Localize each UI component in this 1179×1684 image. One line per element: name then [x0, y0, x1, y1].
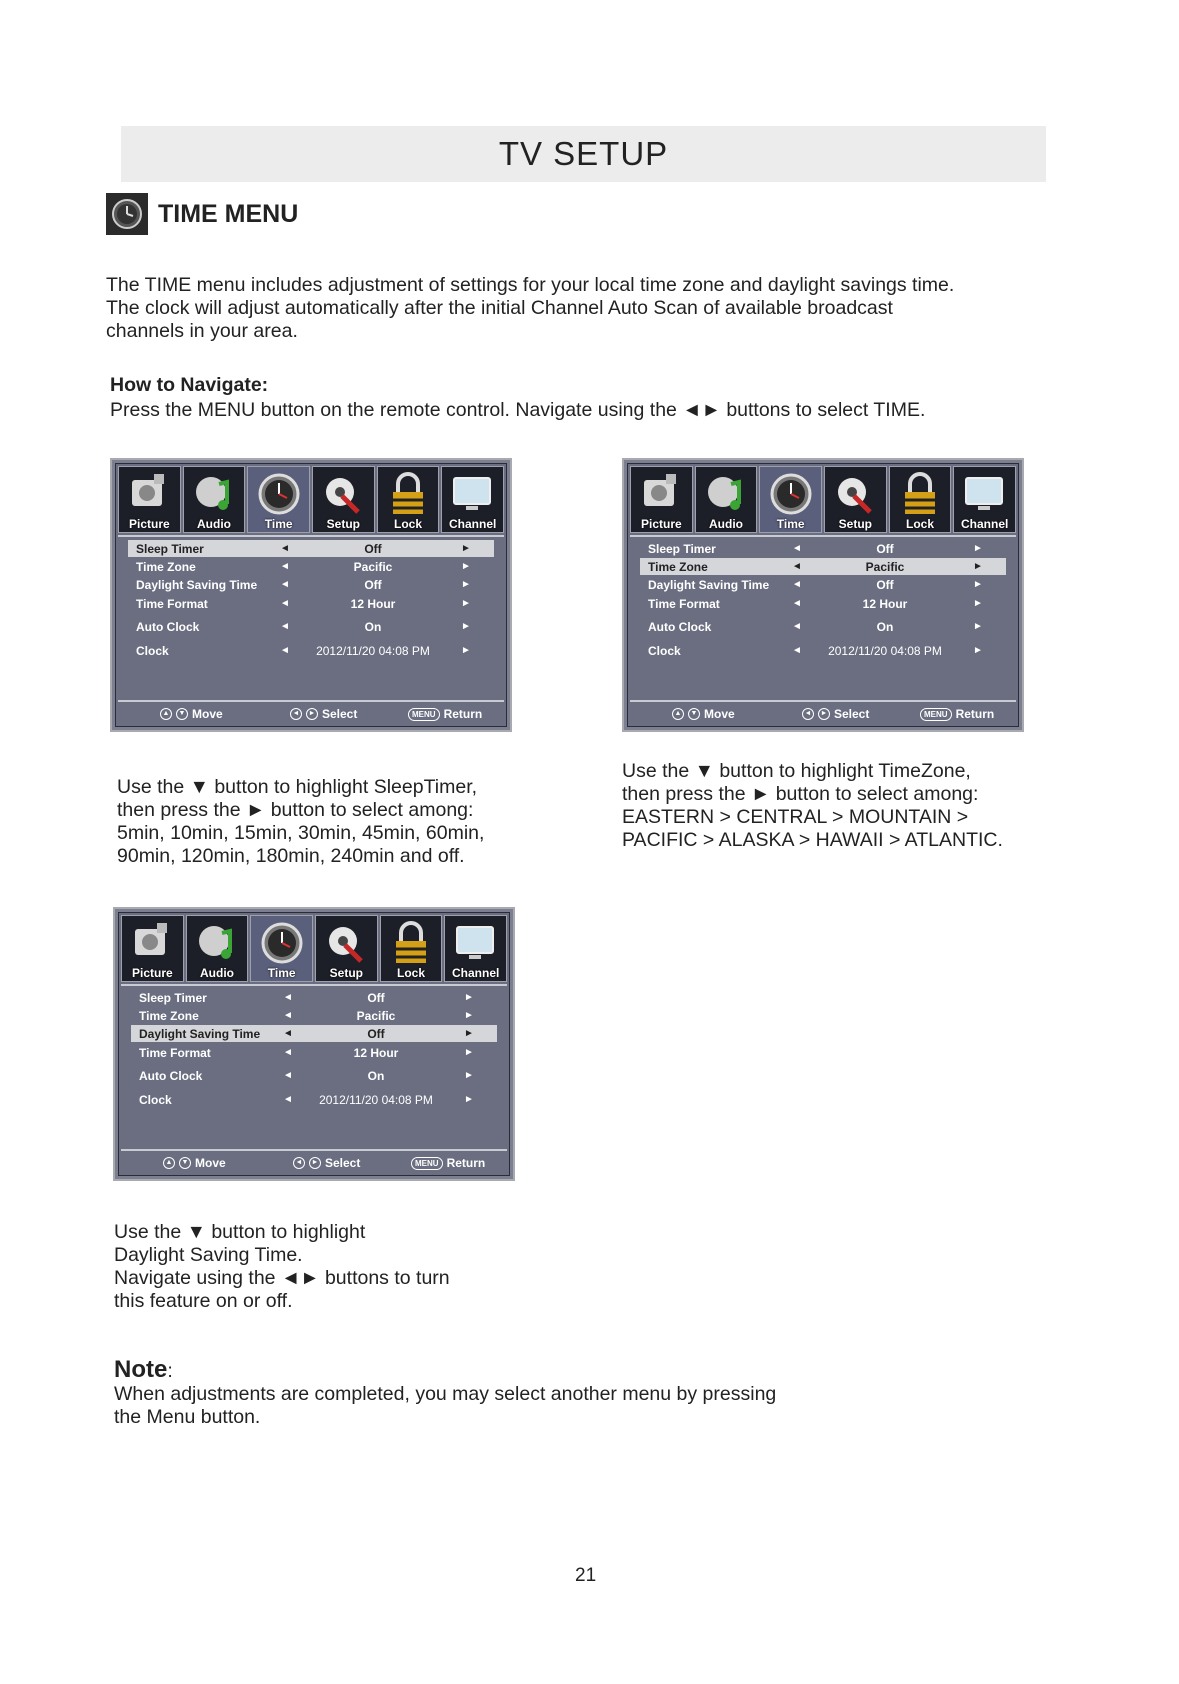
caption-sleep-timer [117, 776, 577, 868]
tv-row-label: Auto Clock [648, 619, 712, 634]
left-arrow-icon: ◄ [283, 992, 293, 1003]
right-arrow-icon: ► [464, 1070, 474, 1081]
tv-row-value: Pacific [356, 1008, 396, 1023]
tv-divider [118, 535, 504, 537]
tv-row-label: Daylight Saving Time [648, 577, 770, 592]
tv-row-value: Off [367, 1026, 385, 1041]
tv-row-label: Clock [136, 643, 169, 658]
right-arrow-icon: ► [461, 561, 471, 572]
caption-line: Use the ▼ button to highlight SleepTimer, [117, 776, 478, 798]
left-arrow-icon: ◄ [283, 1010, 293, 1021]
tv-tab-label: Time [264, 517, 293, 531]
tv-tab-label: Setup [326, 517, 361, 531]
tv-row-label: Sleep Timer [648, 541, 716, 556]
tv-row-value: Off [876, 541, 894, 556]
caption-line: Use the ▼ button to highlight TimeZone, [622, 760, 971, 782]
tv-tab-time [247, 466, 310, 533]
navigate-block [110, 374, 1110, 422]
tv-menu-row-sleep-timer [640, 540, 1006, 557]
tv-footer-divider [630, 700, 1016, 702]
tv-row-label: Sleep Timer [136, 541, 204, 556]
left-arrow-icon: ◄ [283, 1094, 293, 1105]
caption-time-zone [622, 760, 1102, 852]
tv-tab-audio [695, 466, 758, 533]
tv-row-value: Pacific [353, 559, 393, 574]
tv-row-label: Clock [648, 643, 681, 658]
tv-menu-tab-bar [118, 466, 504, 533]
tv-tab-lock [889, 466, 952, 533]
tv-tab-label: Lock [906, 517, 935, 531]
down-arrow-icon: ▼ [688, 708, 700, 720]
caption-line: Daylight Saving Time. [114, 1244, 303, 1266]
tv-menu-tab-bar [630, 466, 1016, 533]
caption-line: EASTERN > CENTRAL > MOUNTAIN > [622, 806, 969, 828]
right-arrow-icon: ► [973, 543, 983, 554]
left-arrow-icon: ◄ [280, 561, 290, 572]
right-arrow-icon: ► [464, 992, 474, 1003]
tv-menu-row-daylight-saving-time [128, 576, 494, 593]
tv-tab-channel [953, 466, 1016, 533]
caption-line: Navigate using the ◄► buttons to turn [114, 1267, 450, 1289]
right-arrow-icon: ► [973, 561, 983, 572]
tv-row-label: Time Format [136, 596, 208, 611]
caption-line: then press the ► button to select among: [622, 783, 979, 805]
tv-row-value: 2012/11/20 04:08 PM [319, 1092, 433, 1107]
footer-return [411, 1156, 485, 1170]
tv-row-label: Time Zone [139, 1008, 199, 1023]
tv-menu-tab-bar [121, 915, 507, 982]
down-arrow-icon: ▼ [176, 708, 188, 720]
left-arrow-icon: ◄ [280, 579, 290, 590]
right-arrow-icon: ► [461, 543, 471, 554]
tv-tab-setup [315, 915, 378, 982]
footer-return-label: Return [955, 707, 995, 721]
tv-row-value: 12 Hour [353, 1045, 399, 1060]
caption-line: Use the ▼ button to highlight [114, 1221, 366, 1243]
tv-divider [121, 984, 507, 986]
tv-tab-label: Setup [329, 966, 364, 980]
tv-tab-label: Channel [452, 966, 500, 980]
menu-key-icon: MENU [920, 708, 952, 721]
left-arrow-icon: ◄ [792, 561, 802, 572]
tv-tab-time [250, 915, 313, 982]
tv-row-value: 2012/11/20 04:08 PM [316, 643, 430, 658]
tv-menu-screenshot-sleep-timer [110, 458, 512, 732]
tv-menu-row-time-format [128, 595, 494, 612]
tv-tab-label: Audio [197, 517, 231, 531]
tv-menu-footer [121, 1153, 507, 1173]
up-arrow-icon: ▲ [163, 1157, 175, 1169]
tv-footer-divider [118, 700, 504, 702]
tv-row-label: Daylight Saving Time [136, 577, 258, 592]
menu-key-icon: MENU [411, 1157, 443, 1170]
right-arrow-icon: ► [464, 1094, 474, 1105]
intro-line: The TIME menu includes adjustment of settings for your local time zone and daylight savings time. [106, 274, 955, 296]
section-title: TIME MENU [158, 200, 299, 228]
right-arrow-circle-icon: ► [818, 708, 830, 720]
left-arrow-icon: ◄ [792, 645, 802, 656]
tv-tab-picture [121, 915, 184, 982]
left-arrow-icon: ◄ [283, 1047, 293, 1058]
tv-tab-label: Setup [838, 517, 873, 531]
tv-tab-label: Channel [449, 517, 497, 531]
tv-menu-row-time-zone [128, 558, 494, 575]
note-colon: : [167, 1360, 173, 1382]
caption-line: 5min, 10min, 15min, 30min, 45min, 60min, [117, 822, 485, 844]
tv-menu-row-auto-clock [640, 618, 1006, 635]
note-line: When adjustments are completed, you may select another menu by pressing [114, 1383, 777, 1405]
down-arrow-icon: ▼ [179, 1157, 191, 1169]
tv-tab-label: Picture [128, 517, 170, 531]
page-number: 21 [575, 1565, 597, 1586]
left-arrow-icon: ◄ [792, 543, 802, 554]
footer-move [160, 707, 223, 721]
caption-line: 90min, 120min, 180min, 240min and off. [117, 845, 465, 867]
tv-tab-label: Time [776, 517, 805, 531]
tv-tab-channel [444, 915, 507, 982]
intro-paragraph [106, 274, 1106, 343]
tv-menu-screenshot-time-zone [622, 458, 1024, 732]
tv-menu-row-time-format [131, 1044, 497, 1061]
tv-tab-time [759, 466, 822, 533]
tv-menu-footer [630, 704, 1016, 724]
left-arrow-icon: ◄ [792, 579, 802, 590]
tv-divider [630, 535, 1016, 537]
left-arrow-icon: ◄ [283, 1028, 293, 1039]
tv-row-value: Pacific [865, 559, 905, 574]
caption-line: then press the ► button to select among: [117, 799, 474, 821]
tv-tab-lock [377, 466, 440, 533]
tv-footer-divider [121, 1149, 507, 1151]
left-arrow-icon: ◄ [792, 598, 802, 609]
footer-select-label: Select [834, 707, 870, 721]
right-arrow-icon: ► [973, 645, 983, 656]
tv-tab-lock [380, 915, 443, 982]
footer-move [163, 1156, 226, 1170]
tv-menu-screenshot-daylight-saving [113, 907, 515, 1181]
left-arrow-icon: ◄ [280, 543, 290, 554]
right-arrow-circle-icon: ► [309, 1157, 321, 1169]
intro-line: channels in your area. [106, 320, 298, 342]
tv-tab-channel [441, 466, 504, 533]
tv-menu-row-time-zone [131, 1007, 497, 1024]
tv-tab-setup [824, 466, 887, 533]
tv-tab-picture [118, 466, 181, 533]
tv-menu-row-auto-clock [128, 618, 494, 635]
tv-row-label: Time Format [648, 596, 720, 611]
right-arrow-icon: ► [461, 645, 471, 656]
footer-return-label: Return [443, 707, 483, 721]
tv-row-value: 12 Hour [350, 596, 396, 611]
tv-row-label: Time Zone [648, 559, 708, 574]
footer-move-label: Move [192, 707, 223, 721]
right-arrow-icon: ► [973, 579, 983, 590]
footer-return [920, 707, 994, 721]
footer-select [290, 707, 357, 721]
footer-select [802, 707, 869, 721]
tv-row-value: On [876, 619, 894, 634]
caption-line: this feature on or off. [114, 1290, 293, 1312]
right-arrow-icon: ► [461, 598, 471, 609]
tv-menu-panel [627, 463, 1019, 727]
tv-menu-row-auto-clock [131, 1067, 497, 1084]
right-arrow-circle-icon: ► [306, 708, 318, 720]
footer-move-label: Move [195, 1156, 226, 1170]
left-arrow-circle-icon: ◄ [290, 708, 302, 720]
tv-menu-row-clock [128, 642, 494, 659]
tv-row-label: Clock [139, 1092, 172, 1107]
navigate-text: Press the MENU button on the remote control. Navigate using the ◄► buttons to select TIME. [110, 399, 926, 421]
right-arrow-icon: ► [973, 598, 983, 609]
left-arrow-icon: ◄ [283, 1070, 293, 1081]
tv-tab-label: Audio [200, 966, 234, 980]
tv-row-value: Off [364, 541, 382, 556]
footer-select [293, 1156, 360, 1170]
tv-row-value: On [364, 619, 382, 634]
left-arrow-circle-icon: ◄ [293, 1157, 305, 1169]
tv-tab-audio [186, 915, 249, 982]
footer-return [408, 707, 482, 721]
tv-menu-row-time-zone [640, 558, 1006, 575]
tv-menu-row-sleep-timer [131, 989, 497, 1006]
up-arrow-icon: ▲ [672, 708, 684, 720]
tv-tab-label: Picture [640, 517, 682, 531]
clock-icon [106, 193, 148, 235]
tv-menu-row-time-format [640, 595, 1006, 612]
footer-move-label: Move [704, 707, 735, 721]
navigate-heading: How to Navigate: [110, 374, 269, 396]
tv-row-value: On [367, 1068, 385, 1083]
tv-menu-panel [118, 912, 510, 1176]
tv-row-label: Sleep Timer [139, 990, 207, 1005]
tv-menu-panel [115, 463, 507, 727]
left-arrow-icon: ◄ [280, 621, 290, 632]
tv-row-label: Daylight Saving Time [139, 1026, 261, 1041]
right-arrow-icon: ► [464, 1010, 474, 1021]
note-title: Note [114, 1356, 168, 1383]
right-arrow-icon: ► [461, 621, 471, 632]
tv-row-label: Time Zone [136, 559, 196, 574]
tv-menu-row-clock [131, 1091, 497, 1108]
tv-row-value: Off [364, 577, 382, 592]
header-bar [121, 126, 1046, 182]
right-arrow-icon: ► [973, 621, 983, 632]
footer-return-label: Return [446, 1156, 486, 1170]
tv-tab-picture [630, 466, 693, 533]
right-arrow-icon: ► [464, 1028, 474, 1039]
tv-menu-row-sleep-timer [128, 540, 494, 557]
tv-row-label: Auto Clock [139, 1068, 203, 1083]
note-block [114, 1358, 1014, 1429]
tv-menu-row-clock [640, 642, 1006, 659]
intro-line: The clock will adjust automatically after the initial Channel Auto Scan of available broadcast [106, 297, 893, 319]
right-arrow-icon: ► [464, 1047, 474, 1058]
tv-menu-row-daylight-saving-time [640, 576, 1006, 593]
tv-row-label: Time Format [139, 1045, 211, 1060]
footer-select-label: Select [322, 707, 358, 721]
tv-tab-setup [312, 466, 375, 533]
note-line: the Menu button. [114, 1406, 261, 1428]
caption-daylight-saving [114, 1221, 584, 1313]
tv-row-value: 2012/11/20 04:08 PM [828, 643, 942, 658]
tv-tab-label: Lock [397, 966, 426, 980]
page-title: TV SETUP [498, 135, 669, 172]
footer-move [672, 707, 735, 721]
left-arrow-icon: ◄ [280, 645, 290, 656]
tv-tab-label: Lock [394, 517, 423, 531]
tv-row-value: Off [367, 990, 385, 1005]
tv-menu-footer [118, 704, 504, 724]
tv-tab-audio [183, 466, 246, 533]
tv-row-label: Auto Clock [136, 619, 200, 634]
tv-row-value: 12 Hour [862, 596, 908, 611]
tv-tab-label: Picture [131, 966, 173, 980]
menu-key-icon: MENU [408, 708, 440, 721]
right-arrow-icon: ► [461, 579, 471, 590]
tv-menu-row-daylight-saving-time [131, 1025, 497, 1042]
left-arrow-icon: ◄ [280, 598, 290, 609]
up-arrow-icon: ▲ [160, 708, 172, 720]
caption-line: PACIFIC > ALASKA > HAWAII > ATLANTIC. [622, 829, 1003, 851]
tv-tab-label: Time [267, 966, 296, 980]
tv-row-value: Off [876, 577, 894, 592]
tv-tab-label: Audio [709, 517, 743, 531]
footer-select-label: Select [325, 1156, 361, 1170]
left-arrow-circle-icon: ◄ [802, 708, 814, 720]
left-arrow-icon: ◄ [792, 621, 802, 632]
tv-tab-label: Channel [961, 517, 1009, 531]
